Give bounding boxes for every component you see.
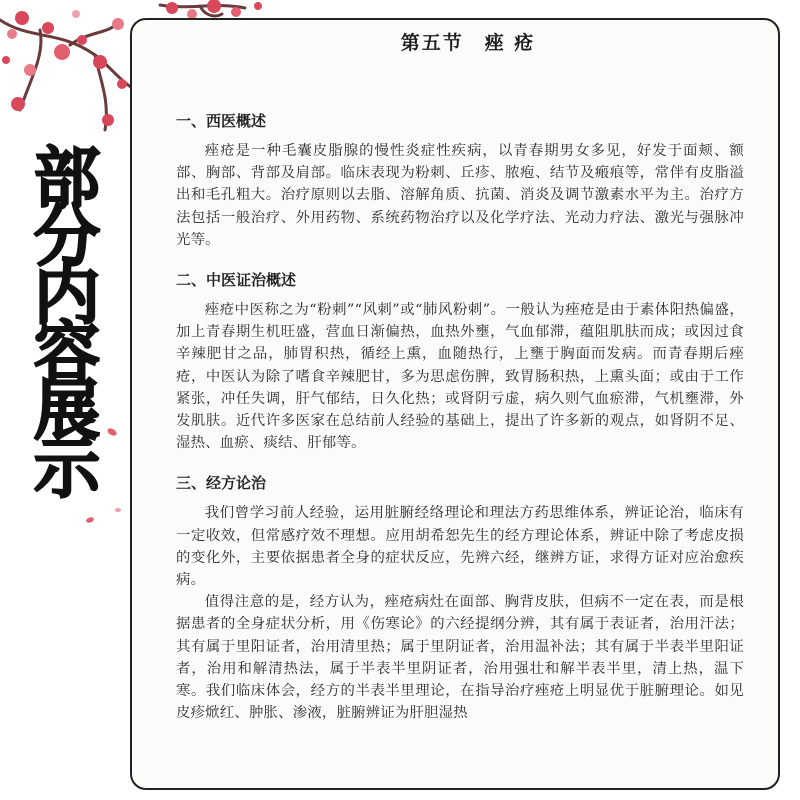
- paragraph: 痤疮是一种毛囊皮脂腺的慢性炎症性疾病，以青春期男女多见，好发于面颊、额部、胸部、背部及肩部。临床表现为粉刺、丘疹、脓疱、结节及瘢痕等，常伴有皮脂溢出和毛孔粗大。治疗原则以去脂、溶解角质、抗菌、消炎及调节激素水平为主。治疗方法包括一般治疗、外用药物、系统药物治疗以及化学疗法、光动力疗法、激光与强脉冲光等。: [176, 143, 744, 248]
- blossoms-top-left: [2, 10, 145, 126]
- banner-char: 部: [34, 140, 100, 217]
- side-banner: [12, 140, 122, 507]
- document-page: [130, 18, 780, 790]
- banner-char: 展: [34, 372, 100, 449]
- paragraph: 痤疮中医称之为“粉刺”“风刺”或“肺风粉刺”。一般认为痤疮是由于素体阳热偏盛，加上青春期生机旺盛，营血日渐偏热，血热外壅，气血郁滞，蕴阻肌肤而成；或因过食辛辣肥甘之品，肺胃积热，循经上熏，血随热行，上壅于胸面而发病。而青春期后痤疮，中医认为除了嗜食辛辣肥甘，多为思虑伤脾，致胃肠积热，上熏头面；或由于工作紧张，冲任失调，肝气郁结，日久化热；或肾阴亏虚，病久则气血瘀滞，气机壅滞，外发肌肤。近代许多医家在总结前人经验的基础上，提出了许多新的观点，如肾阴不足、湿热、血瘀、痰结、肝郁等。: [176, 302, 744, 452]
- branch-top-left: [0, 20, 150, 130]
- document-body: [176, 30, 744, 724]
- section-heading-classical-formula: 三、经方论治: [176, 474, 267, 493]
- banner-char: 容: [34, 314, 100, 391]
- section-heading-tcm-overview: 二、中医证治概述: [176, 271, 297, 290]
- banner-char: 分: [34, 198, 100, 275]
- paragraph: 值得注意的是，经方认为，痤疮病灶在面部、胸背皮肤，但病不一定在表，而是根据患者的全身症状分析，用《伤寒论》的六经提纲分辨，其有属于表证者，治用汗法；其有属于里阳证者，治用清里热；属于里阴证者，治用温补法；其有属于半表半里阳证者，治用和解清热法，属于半表半里阴证者，治用强壮和解半表半里，清上热，温下寒。我们临床体会，经方的半表半里理论，在指导治疗痤疮上明显优于脏腑理论。如见皮疹焮红、肿胀、渗液，脏腑辨证为肝胆湿热: [176, 594, 744, 722]
- section-title: 第五节 痤 疮: [400, 32, 536, 54]
- blossoms-top-right: [166, 0, 262, 19]
- paragraph: 我们曾学习前人经验，运用脏腑经络理论和理法方药思维体系，辨证论治，临床有一定收效，但常感疗效不理想。应用胡希恕先生的经方理论体系，辨证中除了考虑皮损的变化外，主要依据患者全身的症状反应，先辨六经，继辨方证，求得方证对应治愈疾病。: [176, 505, 744, 589]
- banner-char: 内: [34, 256, 100, 333]
- banner-char: 示: [34, 430, 100, 507]
- section-heading-western-overview: 一、西医概述: [176, 112, 267, 130]
- branch-top-right: [160, 5, 245, 16]
